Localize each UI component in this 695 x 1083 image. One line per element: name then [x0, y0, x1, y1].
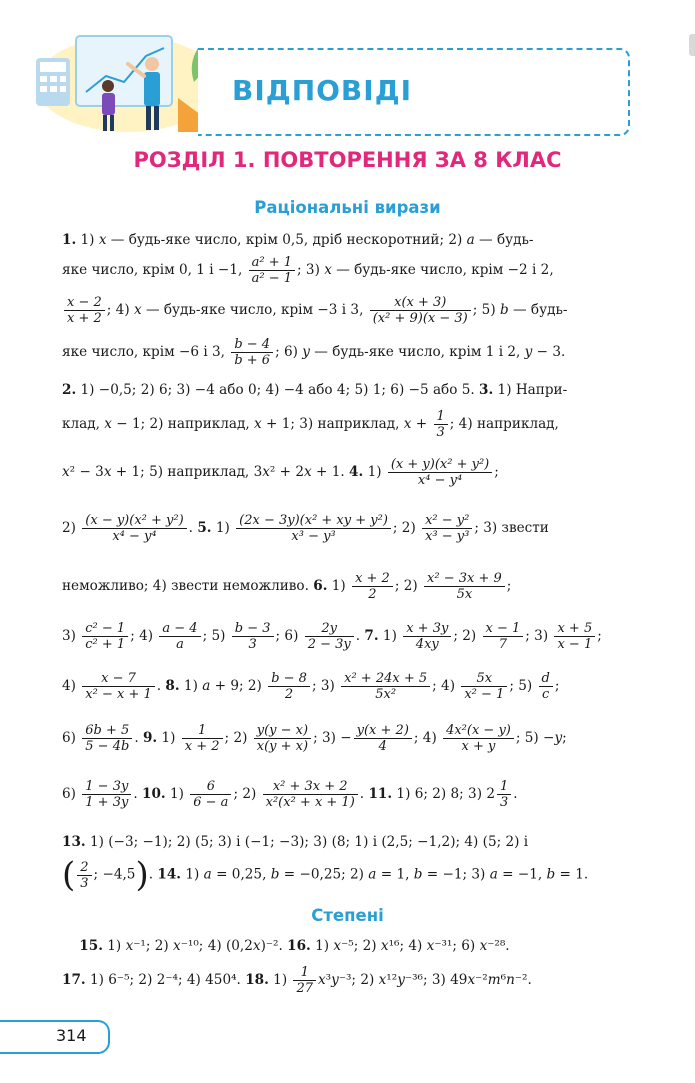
answer-line: яке число, крім 0, 1 і −1, $\frac{\text{a² + 1}}{\text{a² − 1}}$ ; 3) x — будь-яке число, крім −2 і 2,	[62, 255, 554, 286]
answer-line: $\frac{x - 2}{x + 2}$ ; 4) x — будь-яке число, крім −3 і 3, $\frac{x(x + 3)}{\text{(x² + 9)(x − 3)}}$ ; 5) b — будь-	[62, 296, 630, 325]
answer-line: 4) $\frac{x - 7}{\text{x² − x + 1}}$ . 8. 1) a + 9; 2) $\frac{b - 8}{2}$ ; 3) $\frac{\text{x² + 24x + 5}}{\text{5x²}}$ ; 4) $\frac{5x}{\text{x² − 1}}$ ; 5) $\frac{d}{c}$ ;	[62, 671, 560, 702]
answer-line: яке число, крім −6 і 3, $\frac{b - 4}{b + 6}$ ; 6) y — будь-яке число, крім 1 і 2, y − 3.	[62, 337, 566, 368]
page-edge-tab	[689, 34, 695, 56]
answer-line: x² − 3x + 1; 5) наприклад, 3x² + 2x + 1. 4. 1) $\frac{\text{(x + y)(x² + y²)}}{\text{x⁴ − y⁴}}$ ;	[62, 457, 499, 488]
answer-line: 2) $\frac{\text{(x − y)(x² + y²)}}{\text{x⁴ − y⁴}}$ . 5. 1) $\frac{\text{(2x − 3y)(x² + xy + y²)}}{\text{x³ − y³}}$ ; 2) $\frac{\text{x² − y²}}{\text{x³ − y³}}$ ; 3) звести	[62, 513, 549, 544]
answer-line: 17. 1) 6⁻⁵; 2) 2⁻⁴; 4) 450⁴. 18. 1) $\frac{1}{27}$ x³y⁻³; 2) x¹²y⁻³⁶; 3) 49x⁻²m⁶n⁻².	[62, 965, 532, 996]
page-title: ВІДПОВІДІ	[232, 74, 413, 107]
answer-line: 13. 1) (−3; −1); 2) (5; 3) і (−1; −3); 3) (8; 1) і (2,5; −1,2); 4) (5; 2) і	[62, 834, 529, 850]
section-title-powers: Степені	[311, 906, 384, 925]
page-number: 314	[56, 1026, 87, 1045]
calculator-icon	[36, 58, 70, 106]
section-title-rational: Раціональні вирази	[254, 198, 441, 217]
answer-line: 1. 1) x — будь-яке число, крім 0,5, дріб нескоротний; 2) a — будь-	[62, 232, 534, 248]
page-number-frame	[0, 1020, 110, 1054]
chapter-title: РОЗДІЛ 1. ПОВТОРЕННЯ ЗА 8 КЛАС	[133, 148, 562, 172]
answer-line: 6) $\frac{6b + 5}{5 - 4b}$ . 9. 1) $\frac{1}{x + 2}$ ; 2) $\frac{y(y - x)}{x(y + x)}$ ; 3) − $\frac{y(x + 2)}{4}$ ; 4) $\frac{\text{4x²(x − y)}}{x + y}$ ; 5) −y;	[62, 723, 567, 754]
answer-line: 15. 1) x⁻¹; 2) x⁻¹⁰; 4) (0,2x)⁻². 16. 1) x⁻⁵; 2) x¹⁶; 4) x⁻³¹; 6) x⁻²⁸.	[79, 938, 510, 954]
answer-line: 3) $\frac{\text{c² − 1}}{\text{c² + 1}}$ ; 4) $\frac{a - 4}{a}$ ; 5) $\frac{b - 3}{3}$ ; 6) $\frac{2y}{2 - 3y}$ . 7. 1) $\frac{x + 3y}{4xy}$ ; 2) $\frac{x - 1}{7}$ ; 3) $\frac{x + 5}{x - 1}$ ;	[62, 621, 602, 652]
answer-line: ( $\frac{2}{3}$ ; −4,5). 14. 1) a = 0,25, b = −0,25; 2) a = 1, b = −1; 3) a = −1, b = 1.	[62, 855, 589, 895]
answer-line: неможливо; 4) звести неможливо. 6. 1) $\frac{x + 2}{2}$ ; 2) $\frac{\text{x² − 3x + 9}}{5x}$ ;	[62, 571, 512, 602]
answer-line: клад, x − 1; 2) наприклад, x + 1; 3) наприклад, x + $\frac{1}{3}$ ; 4) наприклад,	[62, 409, 559, 440]
answer-line: 2. 1) −0,5; 2) 6; 3) −4 або 0; 4) −4 або 4; 5) 1; 6) −5 або 5. 3. 1) Напри-	[62, 382, 568, 398]
answer-line: 6) $\frac{1 - 3y}{1 + 3y}$ . 10. 1) $\frac{6}{6 - a}$ ; 2) $\frac{\text{x² + 3x + 2}}{\text{x²(x² + x + 1)}}$ . 11. 1) 6; 2) 8; 3) 2 $\frac{1}{3}$ .	[62, 779, 518, 810]
